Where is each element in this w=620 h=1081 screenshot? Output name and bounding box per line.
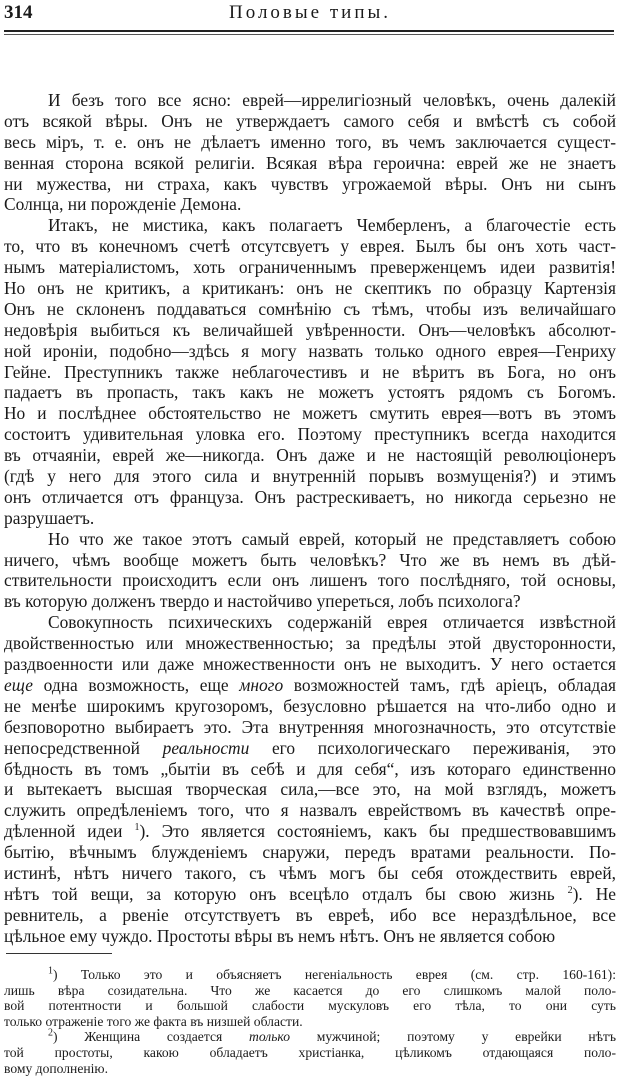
text-run: Онъ не склоненъ поддаваться сомнѣнію съ тѣмъ, чтобы изъ величайшаго	[4, 298, 616, 319]
text-run: лишь вѣра созидательна. Что же касается до его слишкомъ малой поло-	[4, 982, 616, 998]
text-run: ). Не	[572, 883, 616, 904]
body-line	[4, 236, 616, 257]
text-run: истинѣ, нѣтъ ничего такого, съ чѣмъ могъ бы себя отождествить еврей,	[4, 862, 616, 883]
text-run: ) Только это и объясняетъ негеніальность еврея (см. стр. 160-161):	[53, 967, 616, 982]
text-run: не менѣе широкимъ кругозоромъ, безусловно рѣшается на что-либо одно и	[4, 695, 616, 716]
text-run: весь міръ, т. е. онъ не дѣлаетъ именно того, въ чемъ заключается сущест-	[4, 131, 616, 152]
text-run: въ отчаяніи, еврей же—никогда. Онъ даже и не настоящій революціонеръ	[4, 445, 616, 466]
body-line	[4, 529, 616, 550]
text-run: Но что же такое этотъ самый еврей, который не представляетъ собою	[48, 528, 616, 549]
text-run: отъ всякой вѣры. Онъ не утверждаетъ самого себя и вмѣстѣ съ собой	[4, 110, 616, 131]
text-run: ревнитель, а рвеніе отсутствуетъ въ евреѣ, ибо все нераздѣльное, все	[4, 904, 616, 925]
text-run: его психологическаго переживанія, это	[249, 737, 617, 758]
footnotes-line	[4, 1029, 616, 1045]
text-run: раздвоенности или даже множественности онъ не выходитъ. У него остается	[4, 654, 616, 675]
body-line	[4, 153, 616, 174]
body-line	[4, 445, 616, 466]
text-run: венная сторона всякой религіи. Всякая вѣра героична: еврей же не знаетъ	[4, 152, 616, 173]
text-run: Итакъ, не мистика, какъ полагаетъ Чемберленъ, а благочестіе есть	[48, 215, 616, 236]
page-number: 314	[4, 2, 33, 23]
body-line	[4, 215, 616, 236]
running-title: Половые типы.	[228, 2, 392, 23]
body-line	[4, 508, 616, 529]
text-run: въ которую долженъ твердо и настойчиво упереться, лобъ психолога?	[4, 591, 521, 612]
text-run: И безъ того все ясно: еврей—иррелигіозный человѣкъ, очень далекій	[48, 90, 616, 110]
body-line	[4, 299, 616, 320]
body-line	[4, 257, 616, 278]
text-run: одна возможность, еще	[33, 674, 240, 695]
text-run: недовѣрія выбиться къ величайшей увѣренности. Онъ—человѣкъ абсолют-	[4, 319, 616, 340]
text-run: безповоротно выбираетъ это. Эта внутренняя многозначность, это отсутствіе	[4, 716, 616, 737]
text-run: разрушаетъ.	[4, 507, 95, 528]
text-run: состоитъ удивительная уловка его. Поэтому преступникъ всегда находится	[4, 424, 616, 445]
text-run: нѣтъ той вещи, за которую онъ всецѣло отдалъ бы свою жизнь	[4, 883, 568, 904]
body-line	[4, 821, 616, 842]
footnotes-line	[4, 1061, 616, 1077]
body-line	[4, 111, 616, 132]
text-run: непосредственной	[4, 737, 163, 758]
body-line	[4, 132, 616, 153]
body-line	[4, 320, 616, 341]
emphasis: много	[239, 674, 284, 695]
body-line	[4, 550, 616, 571]
text-run: онъ отличается отъ француза. Онъ растрескиваетъ, но никогда серьезно не	[4, 486, 616, 507]
body-line	[4, 591, 616, 612]
text-run: ) Женщина создается	[53, 1029, 249, 1045]
footnotes-line	[4, 967, 616, 983]
footnote-marker: 2	[567, 885, 573, 897]
emphasis: еще	[4, 674, 33, 695]
text-run: только отраженіе того же факта въ низшей области.	[4, 1013, 303, 1029]
body-line	[4, 278, 616, 299]
text-run: ). Это является состояніемъ, какъ бы предшествовавшимъ	[139, 821, 616, 842]
text-run: дѣленной идеи	[4, 821, 135, 842]
footnotes	[4, 967, 616, 1076]
body-line	[4, 884, 616, 905]
text-run: двойственностью или множественностью; за предѣлы этой двусторонности,	[4, 633, 616, 654]
footnote-marker: 1	[48, 965, 53, 977]
body-line	[4, 362, 616, 383]
body-line	[4, 570, 616, 591]
text-run: той простоты, какою обладаетъ христіанка, цѣликомъ отдающаяся поло-	[4, 1044, 616, 1060]
emphasis: реальности	[162, 737, 250, 758]
text-run: (гдѣ у него для этого сила и внутренній порывъ возмущенія?) и этимъ	[4, 466, 616, 487]
text-run: мужчиной; поэтому у еврейки нѣтъ	[290, 1029, 616, 1045]
text-run: вому дополненію.	[4, 1060, 108, 1076]
body-line	[4, 738, 616, 759]
body-line	[4, 382, 616, 403]
text-run: то, что въ конечномъ счетѣ отсутсвуетъ у еврея. Былъ бы онъ хоть част-	[4, 236, 616, 257]
body-line	[4, 926, 616, 947]
body-line	[4, 424, 616, 445]
footnotes-line	[4, 1014, 616, 1030]
body-line	[4, 487, 616, 508]
footnote-rule	[6, 953, 112, 954]
body-text	[4, 90, 616, 947]
footnotes-line	[4, 998, 616, 1014]
body-line	[4, 654, 616, 675]
footnotes-line	[4, 1045, 616, 1061]
text-run: бѣдность въ томъ „бытіи въ себѣ и для себя“, изъ котораго единственно	[4, 758, 616, 779]
text-run: Но онъ не критикъ, а критиканъ: онъ не скептикъ по образцу Картензія	[4, 278, 616, 299]
body-line	[4, 466, 616, 487]
emphasis: только	[249, 1029, 291, 1045]
running-header	[4, 0, 616, 30]
footnote-marker: 2	[48, 1027, 53, 1039]
text-run: цѣльное ему чуждо. Простоты вѣры въ немъ нѣтъ. Онъ не является собою	[4, 925, 556, 946]
body-line	[4, 842, 616, 863]
text-run: служить опредѣленіемъ того, что я назвалъ еврействомъ въ качествѣ опре-	[4, 800, 616, 821]
text-run: вой потентности и большой слабости мускуловъ его тѣла, то они суть	[4, 998, 616, 1014]
body-line	[4, 194, 616, 215]
text-run: ничего, чѣмъ вообще можетъ быть человѣкъ? Что же въ немъ въ дѣй-	[4, 549, 616, 570]
text-run: ствительности происходитъ если онъ лишенъ того послѣдняго, той основы,	[4, 570, 616, 591]
body-line	[4, 717, 616, 738]
header-rule-thin	[4, 34, 614, 35]
body-line	[4, 905, 616, 926]
text-run: и вытекаетъ высшая творческая сила,—все это, на мой взглядъ, можетъ	[4, 779, 616, 800]
footnotes-line	[4, 983, 616, 999]
body-line	[4, 341, 616, 362]
text-run: Солнца, ни порожденіе Демона.	[4, 194, 242, 215]
body-line	[4, 696, 616, 717]
body-line	[4, 403, 616, 424]
text-run: ни мужества, ни страха, какъ чувствъ угрожаемой вѣры. Онъ ни сынъ	[4, 173, 616, 194]
body-line	[4, 779, 616, 800]
text-run: возможностей тамъ, гдѣ аріецъ, обладая	[283, 674, 616, 695]
text-run: Но и послѣднее обстоятельство не можетъ смутить еврея—вотъ въ этомъ	[4, 403, 616, 424]
body-line	[4, 800, 616, 821]
footnote-marker: 1	[134, 822, 140, 834]
text-run: Совокупность психическихъ содержаній еврея отличается извѣстной	[48, 612, 616, 633]
text-run: нымъ матеріалистомъ, хоть ограниченнымъ преверженцемъ идеи развитія!	[4, 257, 616, 278]
header-rule	[4, 30, 614, 32]
text-run: падаетъ въ пропасть, такъ какъ не можетъ устоятъ рядомъ съ Богомъ.	[4, 382, 616, 403]
text-run: Гейне. Преступникъ также неблагочестивъ и не вѣритъ въ Бога, но онъ	[4, 361, 616, 382]
body-line	[4, 174, 616, 195]
body-line	[4, 633, 616, 654]
body-line	[4, 759, 616, 780]
text-run: ной ироніи, подобно—здѣсь я могу назвать только одного еврея—Генриху	[4, 340, 616, 361]
text-run: бытію, вѣчнымъ блужденіемъ снаружи, передъ вратами реальности. По-	[4, 842, 616, 863]
body-line	[4, 612, 616, 633]
body-line	[4, 90, 616, 111]
body-line	[4, 863, 616, 884]
body-line	[4, 675, 616, 696]
